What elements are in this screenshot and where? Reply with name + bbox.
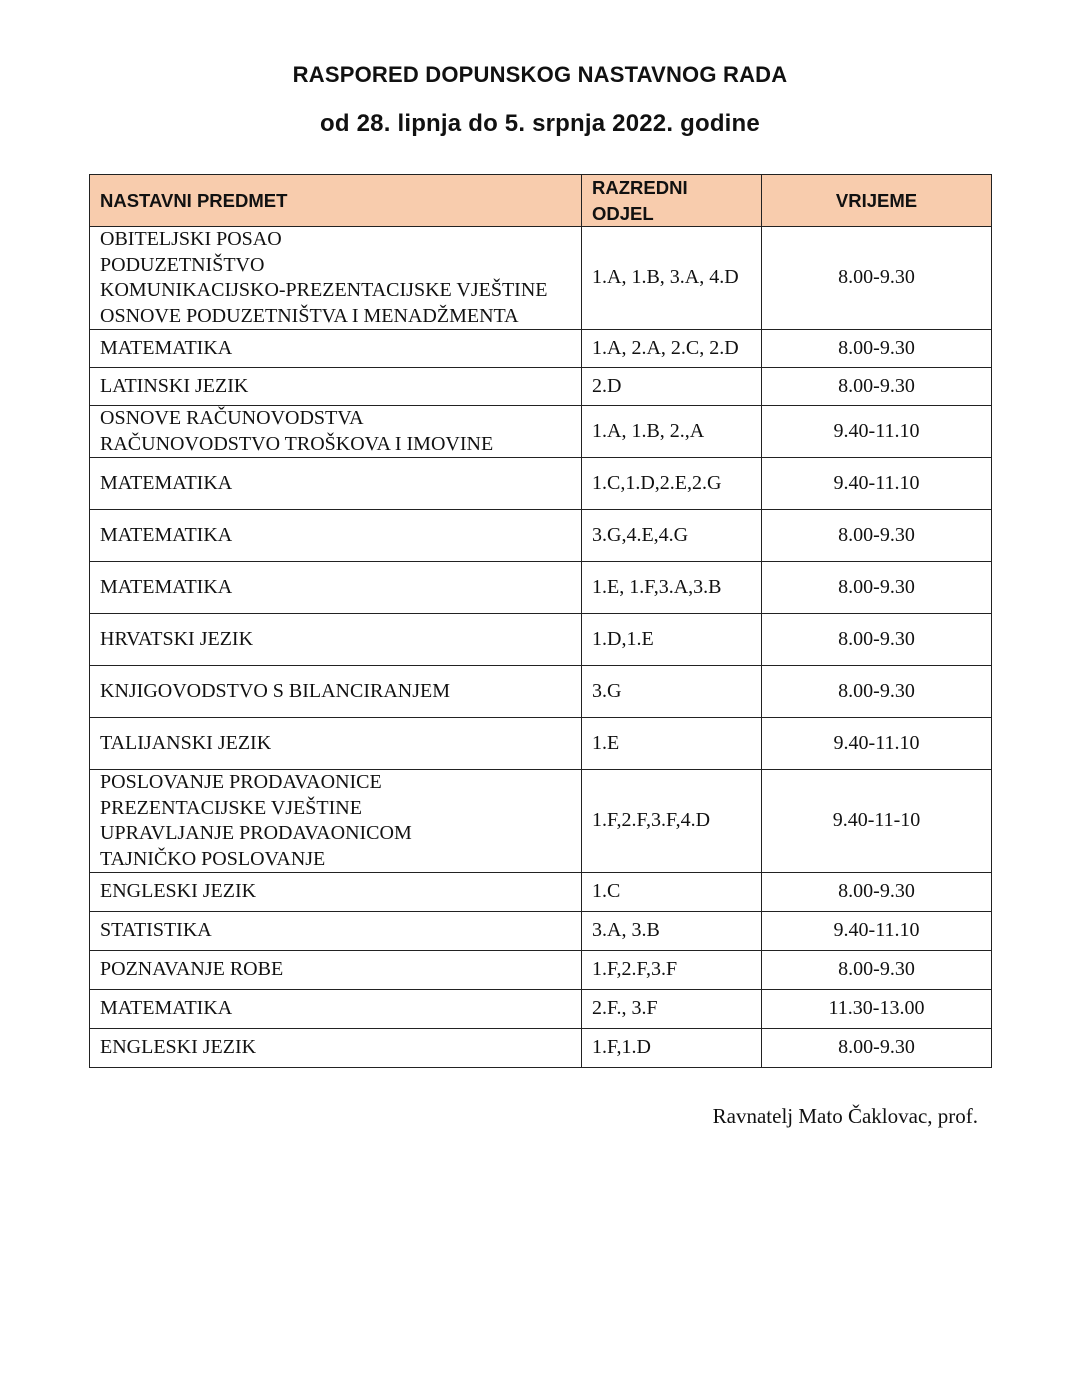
classes-cell: 2.F., 3.F	[582, 990, 762, 1029]
classes-cell: 1.D,1.E	[582, 614, 762, 666]
signature: Ravnatelj Mato Čaklovac, prof.	[712, 1104, 978, 1128]
subject-name: RAČUNOVODSTVO TROŠKOVA I IMOVINE	[100, 432, 494, 455]
subject-name: OSNOVE RAČUNOVODSTVA	[100, 407, 364, 429]
subject-name: PODUZETNIŠTVO	[100, 253, 265, 276]
time-cell: 8.00-9.30	[762, 330, 992, 368]
classes-cell: 2.D	[582, 368, 762, 406]
classes-cell: 1.E, 1.F,3.A,3.B	[582, 562, 762, 614]
subject-name: MATEMATIKA	[100, 336, 233, 359]
subject-cell	[90, 330, 582, 368]
subject-cell	[90, 614, 582, 666]
time-cell: 9.40-11.10	[762, 458, 992, 510]
subject-name: MATEMATIKA	[100, 471, 233, 494]
time-cell: 8.00-9.30	[762, 666, 992, 718]
time-cell: 8.00-9.30	[762, 614, 992, 666]
table-row	[90, 614, 992, 666]
subject-name: KNJIGOVODSTVO S BILANCIRANJEM	[100, 679, 451, 702]
subject-name: KOMUNIKACIJSKO-PREZENTACIJSKE VJEŠTINE	[100, 279, 548, 301]
subject-name: OSNOVE PODUZETNIŠTVA I MENADŽMENTA	[100, 304, 519, 327]
time-cell: 9.40-11.10	[762, 406, 992, 458]
time-cell: 8.00-9.30	[762, 368, 992, 406]
classes-cell: 1.C	[582, 873, 762, 912]
time-cell: 8.00-9.30	[762, 227, 992, 330]
table-row	[90, 990, 992, 1029]
subject-cell	[90, 1029, 582, 1068]
subject-cell	[90, 873, 582, 912]
time-cell: 8.00-9.30	[762, 951, 992, 990]
subject-cell	[90, 227, 582, 330]
table-row	[90, 368, 992, 406]
subject-name: ENGLESKI JEZIK	[100, 880, 257, 903]
classes-cell: 1.F,1.D	[582, 1029, 762, 1068]
subject-name: MATEMATIKA	[100, 575, 233, 598]
classes-cell: 3.A, 3.B	[582, 912, 762, 951]
classes-cell: 1.C,1.D,2.E,2.G	[582, 458, 762, 510]
table-row	[90, 1029, 992, 1068]
table-row	[90, 666, 992, 718]
classes-cell: 3.G	[582, 666, 762, 718]
subject-name: OBITELJSKI POSAO	[100, 228, 282, 250]
subject-name: POSLOVANJE PRODAVAONICE	[100, 771, 382, 793]
subject-cell	[90, 718, 582, 770]
subject-cell	[90, 951, 582, 990]
time-cell: 9.40-11.10	[762, 718, 992, 770]
table-row	[90, 406, 992, 458]
subject-cell	[90, 912, 582, 951]
time-cell: 8.00-9.30	[762, 1029, 992, 1068]
table-row	[90, 873, 992, 912]
subject-cell	[90, 368, 582, 406]
time-cell: 8.00-9.30	[762, 510, 992, 562]
table-row	[90, 718, 992, 770]
classes-cell: 3.G,4.E,4.G	[582, 510, 762, 562]
time-cell: 9.40-11.10	[762, 912, 992, 951]
classes-cell: 1.F,2.F,3.F	[582, 951, 762, 990]
subject-name: TALIJANSKI JEZIK	[100, 731, 272, 754]
table-row	[90, 458, 992, 510]
header-classes: RAZREDNI ODJEL	[582, 175, 762, 227]
table-row	[90, 510, 992, 562]
subject-name: MATEMATIKA	[100, 997, 233, 1020]
classes-cell: 1.A, 1.B, 2.,A	[582, 406, 762, 458]
table-row	[90, 330, 992, 368]
time-cell: 8.00-9.30	[762, 873, 992, 912]
time-cell: 8.00-9.30	[762, 562, 992, 614]
subject-cell	[90, 990, 582, 1029]
subject-cell	[90, 666, 582, 718]
subject-name: ENGLESKI JEZIK	[100, 1036, 257, 1059]
subject-cell	[90, 510, 582, 562]
header-subject: NASTAVNI PREDMET	[90, 175, 582, 227]
table-row	[90, 770, 992, 873]
header-row	[90, 175, 992, 227]
classes-cell: 1.A, 1.B, 3.A, 4.D	[582, 227, 762, 330]
subject-cell	[90, 458, 582, 510]
time-cell: 9.40-11-10	[762, 770, 992, 873]
time-cell: 11.30-13.00	[762, 990, 992, 1029]
table-row	[90, 912, 992, 951]
page-title: RASPORED DOPUNSKOG NASTAVNOG RADA	[292, 62, 788, 87]
page-subtitle: od 28. lipnja do 5. srpnja 2022. godine	[320, 110, 760, 137]
subject-name: PREZENTACIJSKE VJEŠTINE	[100, 796, 362, 819]
subject-name: HRVATSKI JEZIK	[100, 627, 254, 650]
subject-name: MATEMATIKA	[100, 523, 233, 546]
subject-cell	[90, 562, 582, 614]
subject-name: LATINSKI JEZIK	[100, 374, 249, 397]
subject-name: POZNAVANJE ROBE	[100, 958, 284, 981]
schedule-table	[89, 174, 992, 1068]
table-row	[90, 227, 992, 330]
header-time: VRIJEME	[762, 175, 992, 227]
table-row	[90, 562, 992, 614]
subject-cell	[90, 770, 582, 873]
classes-cell: 1.A, 2.A, 2.C, 2.D	[582, 330, 762, 368]
table-row	[90, 951, 992, 990]
subject-name: UPRAVLJANJE PRODAVAONICOM	[100, 822, 412, 844]
classes-cell: 1.F,2.F,3.F,4.D	[582, 770, 762, 873]
classes-cell: 1.E	[582, 718, 762, 770]
subject-cell	[90, 406, 582, 458]
subject-name: TAJNIČKO POSLOVANJE	[100, 847, 326, 870]
subject-name: STATISTIKA	[100, 919, 212, 942]
